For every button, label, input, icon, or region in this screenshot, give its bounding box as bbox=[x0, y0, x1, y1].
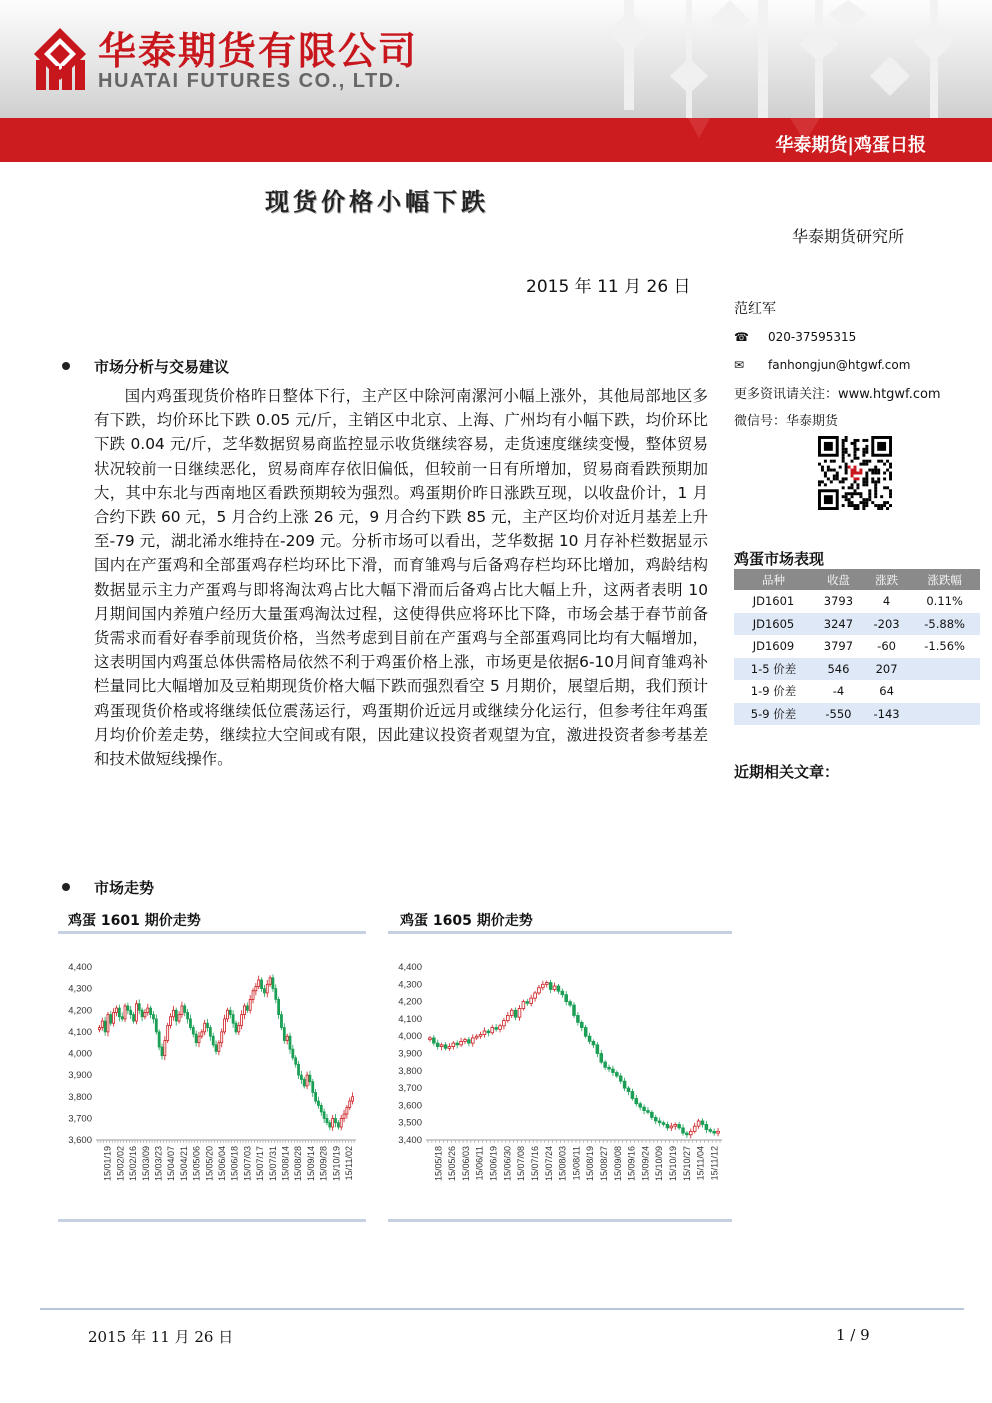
candle-body bbox=[275, 989, 277, 1000]
huatai-logo-icon bbox=[32, 26, 88, 92]
candle-body bbox=[235, 1023, 237, 1032]
col-header: 涨跌幅 bbox=[909, 569, 980, 590]
table-cell bbox=[909, 658, 980, 681]
candle-body bbox=[518, 1009, 521, 1018]
y-tick-label: 3,700 bbox=[398, 1083, 422, 1095]
candle-body bbox=[258, 980, 260, 986]
x-tick-label: 15/02/02 bbox=[115, 1146, 126, 1182]
candle-body bbox=[573, 1005, 576, 1015]
candle-body bbox=[514, 1010, 517, 1017]
candle-body bbox=[475, 1036, 478, 1038]
x-tick-label: 15/09/16 bbox=[626, 1146, 637, 1182]
table-row bbox=[734, 703, 980, 726]
candle-body bbox=[198, 1036, 200, 1042]
report-date: 2015 年 11 月 26 日 bbox=[526, 277, 691, 297]
candle-body bbox=[121, 1017, 123, 1019]
chart-rule bbox=[58, 1219, 366, 1222]
x-tick-label: 15/10/19 bbox=[331, 1146, 342, 1182]
x-tick-label: 15/05/20 bbox=[204, 1146, 215, 1182]
candle-body bbox=[104, 1021, 106, 1032]
candle-body bbox=[110, 1015, 112, 1024]
document-title: 现货价格小幅下跌 bbox=[265, 187, 489, 216]
x-tick-label: 15/11/02 bbox=[344, 1146, 355, 1181]
candle-body bbox=[303, 1079, 305, 1085]
x-tick-label: 15/06/04 bbox=[217, 1146, 228, 1182]
x-tick-label: 15/05/18 bbox=[433, 1146, 444, 1182]
x-tick-label: 15/02/16 bbox=[128, 1146, 139, 1182]
candle-body bbox=[349, 1101, 351, 1107]
more-info-link[interactable]: 更多资讯请关注：www.htgwf.com bbox=[734, 387, 941, 402]
candle-body bbox=[292, 1049, 294, 1058]
market-table bbox=[734, 569, 980, 726]
y-tick-label: 4,300 bbox=[398, 979, 422, 991]
candle-body bbox=[713, 1131, 716, 1133]
candle-body bbox=[468, 1040, 471, 1043]
candle-body bbox=[278, 999, 280, 1014]
table-cell: JD1605 bbox=[734, 613, 813, 636]
candle-body bbox=[181, 1006, 183, 1015]
y-tick-label: 3,600 bbox=[398, 1100, 422, 1112]
col-header: 品种 bbox=[734, 569, 813, 590]
email-row bbox=[734, 358, 910, 372]
x-tick-label: 15/04/21 bbox=[178, 1146, 189, 1182]
candle-body bbox=[631, 1092, 634, 1099]
candle-body bbox=[448, 1047, 451, 1049]
candle-body bbox=[295, 1058, 297, 1064]
y-tick-label: 3,800 bbox=[398, 1065, 422, 1077]
y-tick-label: 4,000 bbox=[68, 1048, 92, 1060]
section-heading-trend: 市场走势 bbox=[94, 879, 155, 897]
candle-body bbox=[510, 1010, 513, 1015]
x-tick-label: 15/09/08 bbox=[612, 1146, 623, 1182]
candle-body bbox=[619, 1076, 622, 1081]
table-row bbox=[734, 613, 980, 636]
related-articles-heading: 近期相关文章： bbox=[734, 763, 840, 781]
x-tick-label: 15/08/28 bbox=[293, 1146, 304, 1182]
candle-body bbox=[693, 1126, 696, 1131]
chart-title-1605: 鸡蛋 1605 期价走势 bbox=[400, 913, 533, 929]
table-cell: 3797 bbox=[813, 635, 864, 658]
candle-body bbox=[147, 1008, 149, 1012]
candle-body bbox=[538, 988, 541, 993]
x-tick-label: 15/08/19 bbox=[585, 1146, 596, 1182]
x-tick-label: 15/08/11 bbox=[571, 1146, 582, 1181]
candle-body bbox=[346, 1108, 348, 1114]
candle-body bbox=[164, 1041, 166, 1056]
x-tick-label: 15/07/08 bbox=[516, 1146, 527, 1182]
candle-body bbox=[499, 1026, 502, 1029]
candle-body bbox=[553, 986, 556, 989]
x-tick-label: 15/04/07 bbox=[166, 1146, 177, 1182]
page-header bbox=[0, 0, 992, 118]
institute-name: 华泰期货研究所 bbox=[792, 227, 905, 246]
candle-body bbox=[635, 1098, 638, 1103]
candle-body bbox=[98, 1028, 100, 1030]
candle-body bbox=[152, 1015, 154, 1019]
candle-body bbox=[666, 1124, 669, 1127]
candle-body bbox=[332, 1118, 334, 1127]
candle-body bbox=[306, 1075, 308, 1086]
table-cell: 1-5 价差 bbox=[734, 658, 813, 681]
x-tick-label: 15/07/16 bbox=[529, 1146, 540, 1182]
candle-body bbox=[686, 1133, 689, 1135]
candle-body bbox=[141, 1010, 143, 1016]
candle-body bbox=[460, 1041, 463, 1044]
candle-body bbox=[639, 1104, 642, 1107]
wechat-id: 微信号：华泰期货 bbox=[734, 414, 839, 429]
chart-jd1601 bbox=[58, 952, 366, 1222]
candle-body bbox=[283, 1028, 285, 1041]
table-cell: -203 bbox=[864, 613, 909, 636]
candle-body bbox=[549, 983, 552, 990]
candle-body bbox=[138, 1004, 140, 1010]
candle-body bbox=[565, 995, 568, 1002]
x-tick-label: 15/07/31 bbox=[267, 1146, 278, 1182]
candle-body bbox=[255, 986, 257, 990]
candle-body bbox=[130, 1010, 132, 1014]
candle-body bbox=[584, 1028, 587, 1037]
candle-body bbox=[241, 1015, 243, 1026]
x-tick-label: 15/03/23 bbox=[153, 1146, 164, 1182]
candle-body bbox=[127, 1006, 129, 1010]
x-tick-label: 15/09/14 bbox=[305, 1146, 316, 1182]
candle-body bbox=[212, 1036, 214, 1045]
author-name: 范红军 bbox=[734, 301, 776, 317]
qr-code-icon bbox=[818, 436, 892, 510]
candle-body bbox=[289, 1036, 291, 1049]
candle-body bbox=[340, 1118, 342, 1127]
x-tick-label: 15/10/27 bbox=[681, 1146, 692, 1182]
candle-body bbox=[158, 1032, 160, 1047]
candle-body bbox=[444, 1045, 447, 1048]
candle-body bbox=[654, 1118, 657, 1121]
x-tick-label: 15/06/03 bbox=[460, 1146, 471, 1182]
phone-row bbox=[734, 330, 856, 344]
table-cell: 3793 bbox=[813, 590, 864, 613]
table-cell: -5.88% bbox=[909, 613, 980, 636]
candle-body bbox=[479, 1034, 482, 1036]
x-tick-label: 15/06/19 bbox=[488, 1146, 499, 1182]
candle-body bbox=[592, 1041, 595, 1044]
candle-body bbox=[224, 1019, 226, 1032]
x-tick-label: 15/06/18 bbox=[229, 1146, 240, 1182]
col-header: 收盘 bbox=[813, 569, 864, 590]
x-tick-label: 15/09/24 bbox=[640, 1146, 651, 1182]
table-row bbox=[734, 635, 980, 658]
candle-body bbox=[429, 1038, 432, 1040]
candle-body bbox=[207, 1023, 209, 1027]
table-row bbox=[734, 658, 980, 681]
candle-body bbox=[195, 1034, 197, 1043]
candle-body bbox=[643, 1107, 646, 1110]
table-cell: 546 bbox=[813, 658, 864, 681]
table-cell: 207 bbox=[864, 658, 909, 681]
candle-body bbox=[526, 1002, 529, 1004]
candle-body bbox=[471, 1038, 474, 1043]
x-tick-label: 15/01/19 bbox=[102, 1146, 113, 1182]
bullet-icon bbox=[62, 883, 70, 891]
table-cell: 1-9 价差 bbox=[734, 680, 813, 703]
y-tick-label: 4,400 bbox=[68, 962, 92, 973]
candle-body bbox=[272, 978, 274, 989]
x-tick-label: 15/06/11 bbox=[474, 1146, 485, 1181]
analysis-paragraph: 国内鸡蛋现货价格昨日整体下行，主产区中除河南漯河小幅上涨外，其他局部地区多有下跌，均价环比下跌 0.05 元/斤，主销区中北京、上海、广州均有小幅下跌，均价环比下跌 0.04 元/斤，芝华数据贸易商监控显示收货继续容易，走货速度继续变慢，整体贸易状况较前一日继续恶化，贸易商库存依旧偏低，但较前一日有所增加，贸易商看跌预期加大，其中东北与西南地区看跌预期较为强烈。鸡蛋期价昨日涨跌互现，以收盘价计，1 月合约下跌 60 元，5 月合约上涨 26 元，9 月合约下跌 85 元，主产区均价对近月基差上升至-79 元，湖北浠水维持在-209 元。分析市场可以看出，芝华数据 10 月存补栏数据显示国内在产蛋鸡和全部蛋鸡存栏均环比下滑，而育雏鸡与后备鸡存栏均环比增加，鸡龄结构数据显示主力产蛋鸡与即将淘汰鸡占比大幅下滑而后备鸡占比大幅上升，这两者表明 10 月期间国内养殖户经历大量蛋鸡淘汰过程，这使得供应将环比下降，市场会基于春节前备货需求而看好春季前现货价格，当然考虑到目前在产蛋鸡与全部蛋鸡同比均有大幅增加，这表明国内鸡蛋总体供需格局依然不利于鸡蛋价格上涨，市场更是依据6-10月间育雏鸡补栏量同比大幅增加及豆粕期现货价格大幅下跌而强烈看空 5 月期价，展望后期，我们预计鸡蛋现货价格或将继续低位震荡运行，鸡蛋期价近远月或继续分化运行，但参考往年鸡蛋月均价价差走势，继续拉大空间或有限，因此建议投资者观望为宜，激进投资者参考基差和技术做短线操作。 bbox=[94, 387, 708, 769]
candle-body bbox=[170, 1017, 172, 1026]
table-cell: 3247 bbox=[813, 613, 864, 636]
candle-body bbox=[452, 1043, 455, 1046]
candle-body bbox=[604, 1062, 607, 1067]
candle-body bbox=[204, 1023, 206, 1032]
candle-body bbox=[201, 1032, 203, 1036]
candle-body bbox=[612, 1069, 615, 1072]
candle-body bbox=[118, 1008, 120, 1017]
phone-icon: ☎ bbox=[734, 330, 749, 344]
candle-body bbox=[580, 1022, 583, 1027]
candle-body bbox=[600, 1054, 603, 1063]
candle-body bbox=[326, 1118, 328, 1122]
company-name-en: HUATAI FUTURES CO., LTD. bbox=[98, 70, 402, 92]
candle-body bbox=[545, 983, 548, 985]
candle-body bbox=[522, 1002, 525, 1009]
candle-body bbox=[337, 1123, 339, 1127]
market-performance-title: 鸡蛋市场表现 bbox=[734, 550, 825, 568]
candle-body bbox=[232, 1015, 234, 1024]
x-tick-label: 15/10/09 bbox=[654, 1146, 665, 1182]
candle-body bbox=[286, 1036, 288, 1040]
candle-body bbox=[300, 1075, 302, 1079]
candle-body bbox=[464, 1040, 467, 1042]
candle-body bbox=[651, 1112, 654, 1117]
candle-body bbox=[315, 1092, 317, 1101]
y-tick-label: 3,600 bbox=[68, 1135, 92, 1146]
candle-body bbox=[608, 1067, 611, 1069]
candle-body bbox=[329, 1123, 331, 1127]
candle-body bbox=[221, 1032, 223, 1043]
table-cell: 4 bbox=[864, 590, 909, 613]
candle-body bbox=[215, 1045, 217, 1051]
x-tick-label: 15/11/12 bbox=[709, 1146, 720, 1181]
x-tick-label: 15/07/24 bbox=[543, 1146, 554, 1182]
candle-body bbox=[491, 1028, 494, 1033]
candle-body bbox=[317, 1101, 319, 1105]
footer-rule bbox=[40, 1308, 964, 1310]
candle-body bbox=[647, 1111, 650, 1113]
y-tick-label: 3,900 bbox=[398, 1048, 422, 1060]
candle-body bbox=[107, 1015, 109, 1032]
table-cell: -1.56% bbox=[909, 635, 980, 658]
candle-body bbox=[101, 1021, 103, 1027]
x-tick-label: 15/08/14 bbox=[280, 1146, 291, 1182]
chart-rule bbox=[58, 931, 366, 934]
candle-body bbox=[298, 1064, 300, 1075]
candle-body bbox=[483, 1031, 486, 1034]
candle-body bbox=[144, 1012, 146, 1016]
candle-body bbox=[175, 1010, 177, 1021]
section-heading-analysis: 市场分析与交易建议 bbox=[94, 358, 230, 376]
table-cell: 5-9 价差 bbox=[734, 703, 813, 726]
table-cell: -143 bbox=[864, 703, 909, 726]
candle-body bbox=[133, 1015, 135, 1021]
candle-body bbox=[596, 1045, 599, 1054]
candle-body bbox=[569, 1002, 572, 1005]
y-tick-label: 3,900 bbox=[68, 1070, 92, 1082]
candle-body bbox=[705, 1124, 708, 1129]
x-tick-label: 15/07/03 bbox=[242, 1146, 253, 1182]
candle-body bbox=[701, 1121, 704, 1124]
mail-icon: ✉ bbox=[734, 358, 745, 372]
candle-body bbox=[530, 998, 533, 1003]
candle-body bbox=[124, 1006, 126, 1019]
candle-body bbox=[506, 1015, 509, 1020]
y-tick-label: 4,200 bbox=[68, 1005, 92, 1017]
candle-body bbox=[238, 1025, 240, 1031]
candle-body bbox=[487, 1031, 490, 1033]
x-tick-label: 15/07/17 bbox=[255, 1146, 266, 1182]
candle-body bbox=[717, 1131, 720, 1133]
candle-body bbox=[588, 1036, 591, 1041]
company-name-cn: 华泰期货有限公司 bbox=[98, 29, 419, 73]
candle-body bbox=[440, 1045, 443, 1047]
y-tick-label: 4,100 bbox=[68, 1026, 92, 1038]
x-tick-label: 15/10/19 bbox=[668, 1146, 679, 1182]
candle-body bbox=[263, 989, 265, 993]
table-row bbox=[734, 680, 980, 703]
page-number: 1 / 9 bbox=[836, 1326, 870, 1344]
candle-body bbox=[674, 1124, 677, 1126]
table-cell: -60 bbox=[864, 635, 909, 658]
y-tick-label: 3,500 bbox=[398, 1117, 422, 1129]
email-link[interactable]: fanhongjun@htgwf.com bbox=[768, 358, 911, 372]
candle-body bbox=[534, 993, 537, 998]
x-tick-label: 15/03/09 bbox=[140, 1146, 151, 1182]
candle-body bbox=[189, 1019, 191, 1028]
candle-body bbox=[309, 1075, 311, 1081]
candle-body bbox=[682, 1128, 685, 1133]
table-cell: -550 bbox=[813, 703, 864, 726]
candle-body bbox=[187, 1012, 189, 1018]
table-row bbox=[734, 590, 980, 613]
candle-body bbox=[323, 1112, 325, 1118]
candle-body bbox=[312, 1082, 314, 1093]
phone-number: 020-37595315 bbox=[768, 330, 857, 344]
table-cell bbox=[909, 680, 980, 703]
candle-body bbox=[343, 1114, 345, 1118]
chart-rule bbox=[388, 931, 732, 934]
candle-body bbox=[352, 1097, 354, 1101]
x-tick-label: 15/08/03 bbox=[557, 1146, 568, 1182]
candle-body bbox=[178, 1015, 180, 1021]
table-cell: JD1609 bbox=[734, 635, 813, 658]
col-header: 涨跌 bbox=[864, 569, 909, 590]
candle-body bbox=[226, 1010, 228, 1019]
candle-body bbox=[577, 1015, 580, 1022]
chart-rule bbox=[388, 1219, 732, 1222]
candle-body bbox=[689, 1131, 692, 1134]
candle-body bbox=[561, 991, 564, 994]
candle-body bbox=[495, 1028, 498, 1030]
candle-body bbox=[218, 1043, 220, 1052]
candle-body bbox=[113, 1012, 115, 1023]
candle-body bbox=[627, 1088, 630, 1091]
y-tick-label: 3,700 bbox=[68, 1113, 92, 1125]
candle-body bbox=[246, 1006, 248, 1010]
candle-body bbox=[623, 1081, 626, 1088]
candle-body bbox=[172, 1010, 174, 1016]
candle-body bbox=[697, 1121, 700, 1126]
candle-body bbox=[456, 1043, 459, 1045]
candle-body bbox=[436, 1043, 439, 1046]
candle-body bbox=[432, 1038, 435, 1043]
candle-body bbox=[670, 1126, 673, 1128]
candle-body bbox=[557, 986, 560, 991]
chart-jd1605 bbox=[388, 952, 732, 1222]
candle-body bbox=[252, 991, 254, 1000]
candle-body bbox=[658, 1121, 661, 1123]
candle-body bbox=[541, 984, 544, 987]
y-tick-label: 4,000 bbox=[398, 1031, 422, 1043]
table-cell: -4 bbox=[813, 680, 864, 703]
x-tick-label: 15/09/28 bbox=[318, 1146, 329, 1182]
candle-body bbox=[678, 1124, 681, 1127]
x-tick-label: 15/05/26 bbox=[447, 1146, 458, 1182]
candle-body bbox=[161, 1047, 163, 1056]
header-decoration bbox=[590, 0, 992, 118]
candle-body bbox=[320, 1105, 322, 1111]
candle-body bbox=[243, 1006, 245, 1015]
candle-body bbox=[184, 1006, 186, 1012]
y-tick-label: 4,400 bbox=[398, 962, 422, 973]
candle-body bbox=[167, 1025, 169, 1040]
x-tick-label: 15/06/30 bbox=[502, 1146, 513, 1182]
candle-body bbox=[615, 1073, 618, 1076]
candle-body bbox=[503, 1021, 506, 1026]
candle-body bbox=[209, 1028, 211, 1037]
y-tick-label: 3,800 bbox=[68, 1091, 92, 1103]
table-cell: 64 bbox=[864, 680, 909, 703]
candle-body bbox=[266, 984, 268, 993]
x-tick-label: 15/05/06 bbox=[191, 1146, 202, 1182]
candle-body bbox=[709, 1130, 712, 1132]
y-tick-label: 4,100 bbox=[398, 1013, 422, 1025]
candle-body bbox=[229, 1010, 231, 1014]
candle-body bbox=[135, 1004, 137, 1021]
candle-body bbox=[150, 1008, 152, 1014]
report-name: 华泰期货|鸡蛋日报 bbox=[775, 135, 926, 156]
table-cell: JD1601 bbox=[734, 590, 813, 613]
candle-body bbox=[155, 1019, 157, 1032]
candle-body bbox=[269, 978, 271, 984]
y-tick-label: 4,200 bbox=[398, 996, 422, 1008]
footer-date: 2015 年 11 月 26 日 bbox=[88, 1328, 234, 1346]
y-tick-label: 3,400 bbox=[398, 1135, 422, 1146]
candle-body bbox=[249, 999, 251, 1010]
x-tick-label: 15/08/27 bbox=[598, 1146, 609, 1182]
candle-body bbox=[335, 1118, 337, 1122]
table-cell: 0.11% bbox=[909, 590, 980, 613]
y-tick-label: 4,300 bbox=[68, 983, 92, 995]
candle-body bbox=[662, 1123, 665, 1125]
candle-body bbox=[115, 1008, 117, 1012]
x-tick-label: 15/11/04 bbox=[695, 1146, 706, 1181]
table-cell bbox=[909, 703, 980, 726]
candle-body bbox=[280, 1015, 282, 1028]
candle-body bbox=[192, 1028, 194, 1034]
chart-title-1601: 鸡蛋 1601 期价走势 bbox=[68, 913, 201, 929]
bullet-icon bbox=[62, 362, 70, 370]
candle-body bbox=[261, 980, 263, 989]
